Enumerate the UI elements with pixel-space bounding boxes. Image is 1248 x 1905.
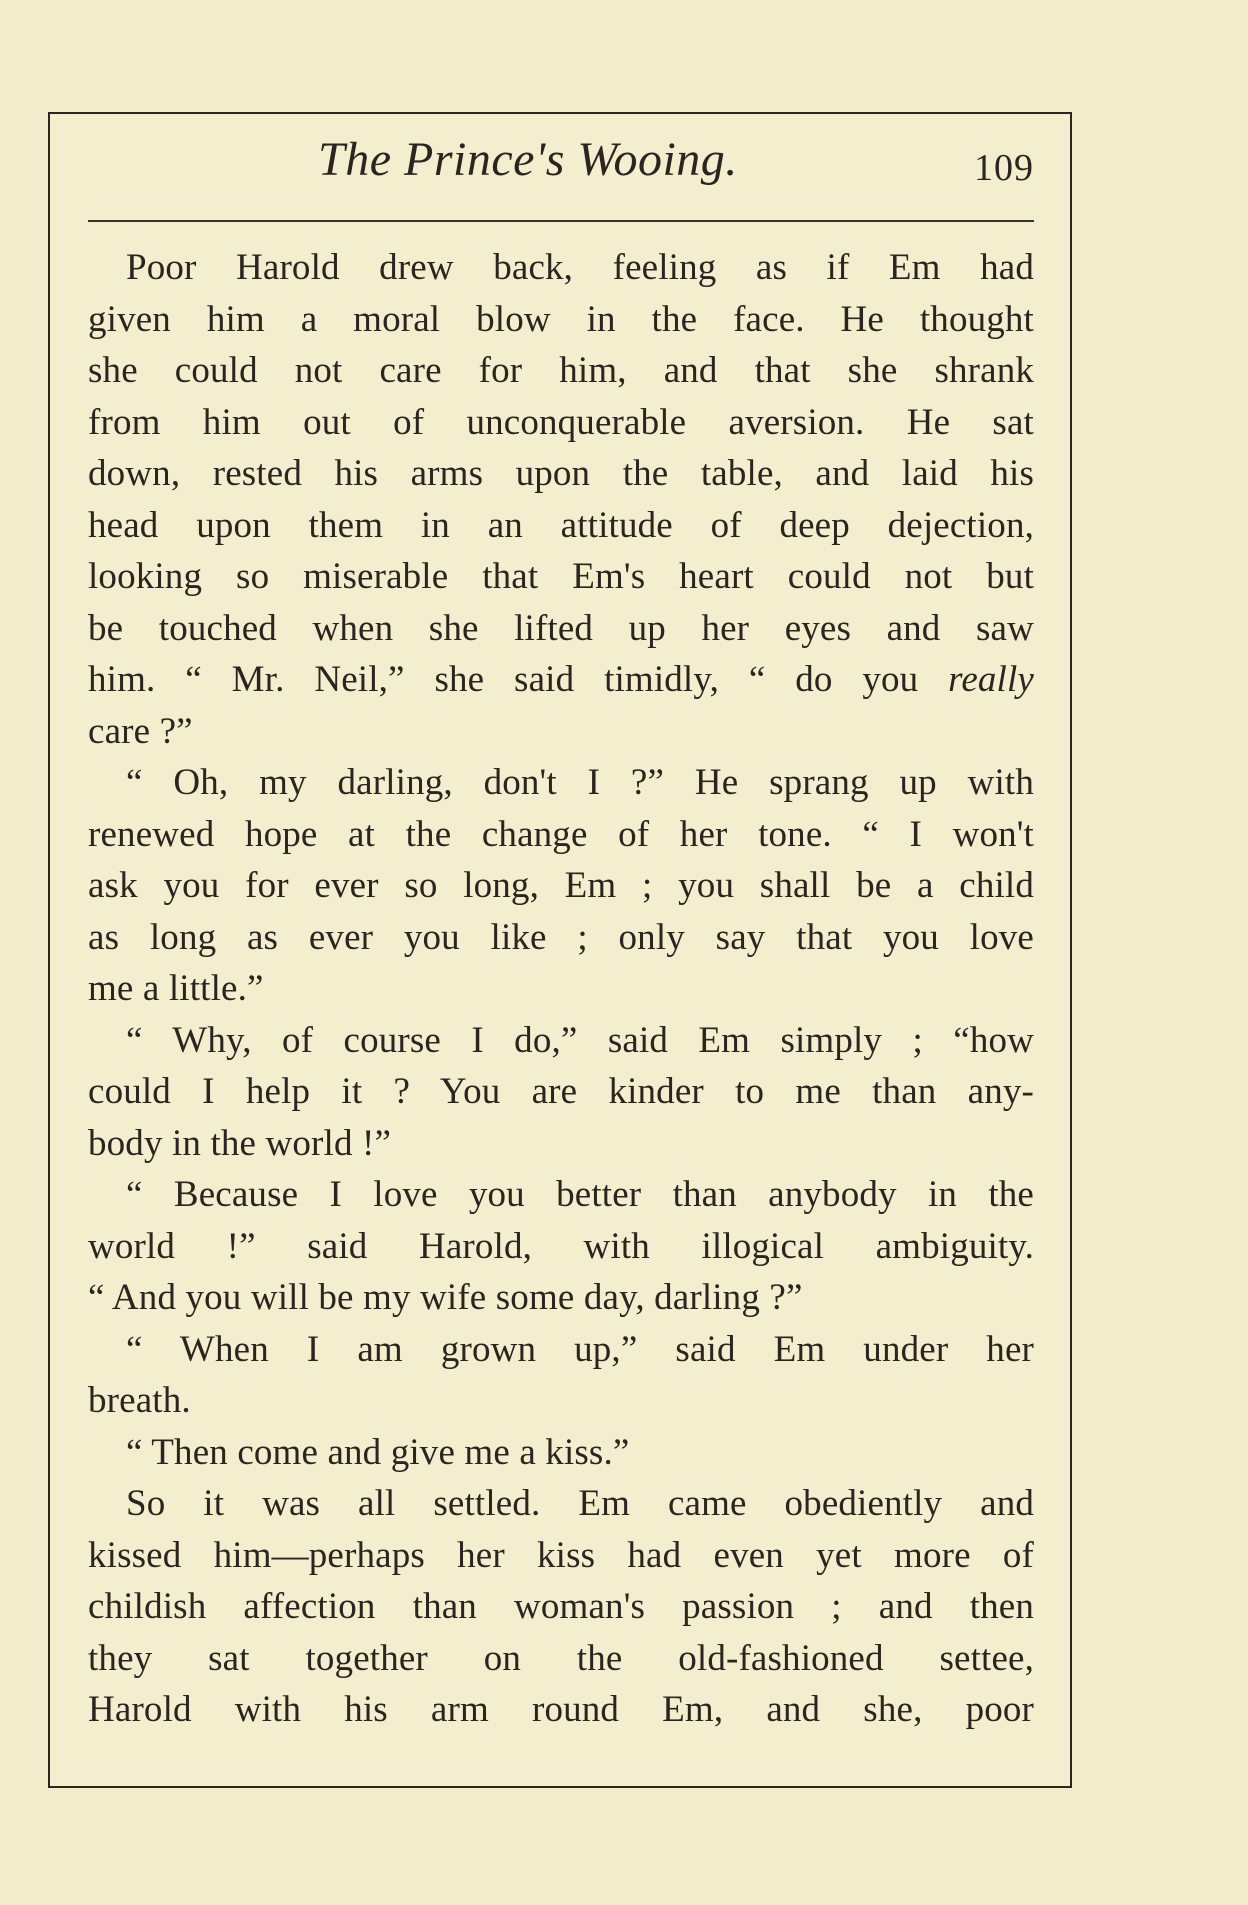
text-line: [88, 1169, 1034, 1221]
text-line-content: So it was all settled. Em came obediently and: [126, 1483, 1034, 1524]
page-number: 109: [974, 147, 1034, 189]
text-line-content: Harold with his arm round Em, and she, poor: [88, 1689, 1034, 1730]
text-line-content: from him out of unconquerable aversion. He sat: [88, 401, 1034, 443]
text-line-content: given him a moral blow in the face. He thought: [88, 298, 1034, 340]
text-line-content: as long as ever you like ; only say that you love: [88, 916, 1034, 958]
text-line: [88, 860, 1034, 912]
text-line: [88, 294, 1034, 346]
text-line: [88, 1633, 1034, 1685]
text-line: [88, 757, 1034, 809]
text-line-content: me a little.”: [88, 968, 264, 1009]
text-line-content: she could not care for him, and that she shrank: [88, 350, 1034, 391]
text-line: [88, 500, 1034, 552]
text-line-content: “ Then come and give me a kiss.”: [126, 1431, 630, 1473]
text-line: [88, 1427, 1034, 1479]
text-line: [88, 1375, 1034, 1427]
text-line-content: be touched when she lifted up her eyes and saw: [88, 607, 1034, 649]
text-line: [88, 963, 1034, 1015]
text-line-content: childish affection than woman's passion ; and then: [88, 1586, 1034, 1627]
text-line: [88, 1066, 1034, 1118]
running-head: [88, 128, 1034, 200]
text-line: [88, 1530, 1034, 1582]
body-text: [88, 242, 1034, 1736]
text-line-content: breath.: [88, 1380, 191, 1421]
text-line-content: “ Oh, my darling, don't I ?” He sprang up with: [126, 762, 1034, 803]
text-line: [88, 1118, 1034, 1170]
text-line: [88, 1684, 1034, 1736]
text-line-content: could I help it ? You are kinder to me than any-: [88, 1071, 1034, 1112]
text-line: [88, 1581, 1034, 1633]
text-line-content: him. “ Mr. Neil,” she said timidly, “ do you: [88, 659, 949, 700]
text-line-content: Poor Harold drew back, feeling as if Em had: [126, 247, 1034, 288]
text-line: [88, 1221, 1034, 1273]
text-line-content: care ?”: [88, 710, 193, 752]
text-line: [88, 809, 1034, 861]
text-line: [88, 603, 1034, 655]
text-line: [88, 397, 1034, 449]
text-line-content: “ And you will be my wife some day, darling ?”: [88, 1277, 803, 1318]
text-line-content: world !” said Harold, with illogical ambiguity.: [88, 1225, 1034, 1267]
text-line-content: body in the world !”: [88, 1122, 392, 1164]
text-line-content: “ Because I love you better than anybody in the: [126, 1174, 1034, 1215]
text-line-content: ask you for ever so long, Em ; you shall be a child: [88, 865, 1034, 906]
text-line-content: “ When I am grown up,” said Em under her: [126, 1328, 1034, 1370]
running-title: The Prince's Wooing.: [318, 133, 738, 186]
text-line: [88, 345, 1034, 397]
text-line: [88, 1272, 1034, 1324]
text-line: [88, 706, 1034, 758]
text-line: [88, 1324, 1034, 1376]
text-line: [88, 1015, 1034, 1067]
text-line: [88, 242, 1034, 294]
text-line: [88, 654, 1034, 706]
text-line-content: renewed hope at the change of her tone. “ I won't: [88, 813, 1034, 855]
text-line-italic: really: [948, 659, 1034, 700]
text-line-content: looking so miserable that Em's heart could not but: [88, 556, 1034, 597]
text-line: [88, 551, 1034, 603]
text-line-content: head upon them in an attitude of deep dejection,: [88, 504, 1034, 546]
text-line: [88, 448, 1034, 500]
text-line-content: “ Why, of course I do,” said Em simply ; “how: [126, 1019, 1034, 1061]
text-line-content: they sat together on the old-fashioned settee,: [88, 1637, 1034, 1679]
text-line: [88, 912, 1034, 964]
text-line: [88, 1478, 1034, 1530]
text-line-content: kissed him—perhaps her kiss had even yet more of: [88, 1534, 1034, 1576]
text-line-content: down, rested his arms upon the table, and laid his: [88, 453, 1034, 494]
header-rule: [88, 220, 1034, 222]
